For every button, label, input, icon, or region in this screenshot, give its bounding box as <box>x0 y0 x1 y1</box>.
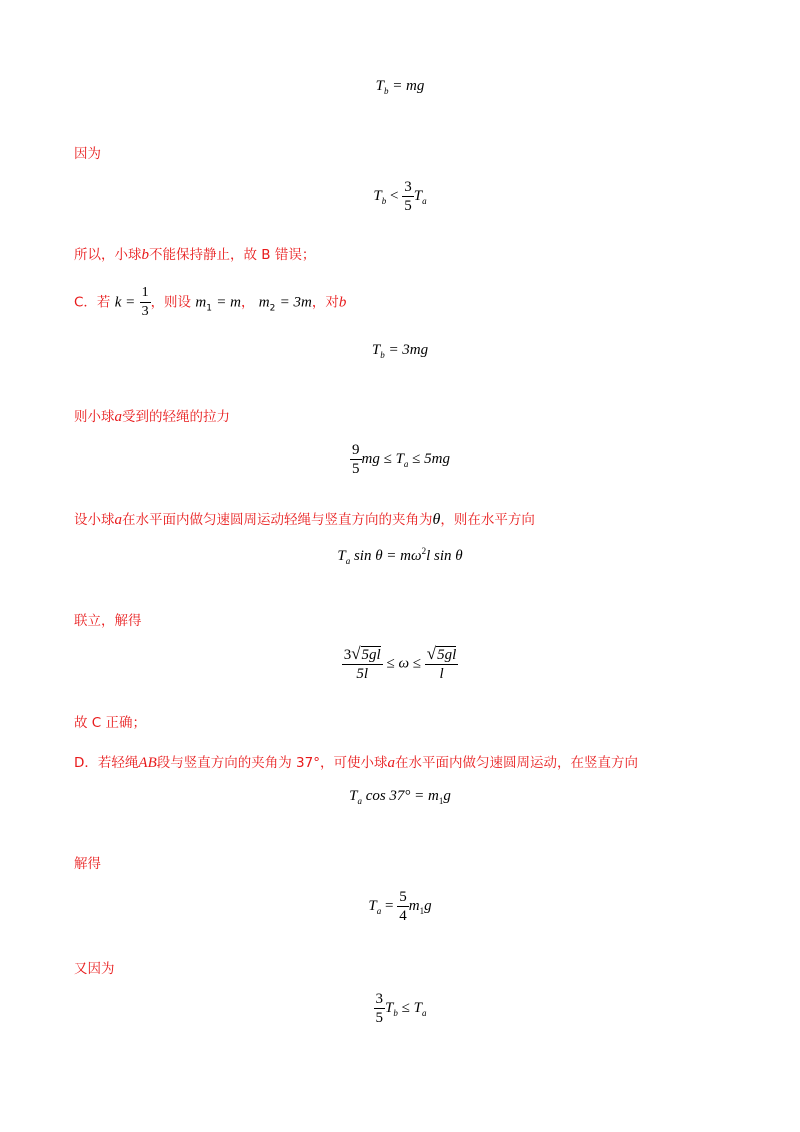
fraction-denominator: 5l <box>356 666 369 682</box>
text-option-c: C．若 k = $\frac{1}{3}$ ，则设 $m_1 = m$， $m_2 = 3m$，对b <box>74 285 347 319</box>
text-fragment: 则小球 <box>74 409 115 425</box>
equation-ta-range <box>0 441 800 478</box>
eq-operator: ≤ T <box>401 999 422 1016</box>
text-angle-setup <box>74 508 535 529</box>
eq-fraction <box>402 178 414 215</box>
text-fragment: 不能保持静止，故 B 错误； <box>149 247 316 263</box>
text-also-because: 又因为 <box>74 961 115 977</box>
eq-fraction <box>425 645 459 683</box>
eq-symbol: T <box>349 788 358 804</box>
eq-symbol: m <box>408 897 420 914</box>
eq-symbol: T <box>368 897 377 914</box>
text-variable: a <box>114 409 122 425</box>
fraction-numerator <box>425 645 459 665</box>
text-variable: θ <box>432 511 441 528</box>
option-label: D．若轻绳 <box>74 755 139 771</box>
eq-subscript: b <box>381 195 387 206</box>
eq-fraction <box>374 990 386 1027</box>
eq-subscript: a <box>421 1007 427 1018</box>
text-variable: k = <box>114 294 136 311</box>
eq-subscript: b <box>383 86 389 96</box>
text-variable: = m <box>216 294 241 311</box>
text-variable: m <box>258 294 270 311</box>
equation-omega-range <box>0 645 800 683</box>
text-variable: m <box>195 294 207 311</box>
eq-rhs: g <box>443 788 451 804</box>
text-fragment: 段与竖直方向的夹角为 37°，可使小球 <box>156 755 388 771</box>
text-fragment: 受到的轻绳的拉力 <box>122 409 230 425</box>
text-variable: b <box>141 247 149 263</box>
equation-horizontal <box>0 546 800 566</box>
eq-rhs: l sin θ <box>426 548 463 564</box>
fraction-numerator: 3 <box>404 179 412 195</box>
eq-operator: < <box>390 187 399 204</box>
eq-subscript: b <box>393 1007 398 1018</box>
text-variable: a <box>114 512 122 528</box>
eq-subscript: 1 <box>419 905 425 916</box>
text-conclusion-b <box>74 243 315 264</box>
eq-symbol: T <box>413 187 423 204</box>
text-fragment: 所以，小球 <box>74 247 142 263</box>
text-fraction <box>140 284 151 321</box>
radicand: 5gl <box>361 647 381 663</box>
text-fragment: ，对 <box>311 294 339 311</box>
equation-tb-3mg <box>0 342 800 360</box>
eq-symbol: T <box>373 187 382 204</box>
text-variable: a <box>387 755 395 771</box>
sqrt-icon: √ <box>351 644 361 663</box>
fraction-denominator: 5 <box>375 1010 384 1026</box>
fraction-denominator: 4 <box>399 908 407 924</box>
text-fragment: ，则在水平方向 <box>440 512 535 528</box>
eq-fraction <box>397 888 409 925</box>
text-because: 因为 <box>74 146 101 162</box>
eq-subscript: a <box>403 458 409 469</box>
text-c-correct: 故 C 正确； <box>74 715 147 731</box>
fraction-numerator: 1 <box>140 284 151 303</box>
fraction-denominator: 3 <box>141 304 149 319</box>
eq-rhs: ≤ 5mg <box>412 450 450 467</box>
eq-superscript: 2 <box>421 546 427 556</box>
text-variable: b <box>338 294 347 311</box>
fraction-denominator: 5 <box>352 461 360 477</box>
eq-symbol: T <box>375 78 384 94</box>
eq-subscript: a <box>345 556 351 566</box>
eq-operator: = <box>385 897 394 914</box>
option-label: C．若 <box>74 294 111 311</box>
text-option-d <box>74 751 638 772</box>
text-fragment: 在水平面内做匀速圆周运动，在竖直方向 <box>394 755 638 771</box>
eq-fraction <box>342 645 383 683</box>
eq-subscript: a <box>376 905 382 916</box>
eq-middle: cos 37° = m <box>365 788 439 804</box>
eq-subscript: a <box>357 796 362 806</box>
fraction-numerator: 9 <box>352 442 360 458</box>
text-solve: 联立，解得 <box>74 613 142 629</box>
fraction-numerator: 3 <box>375 991 384 1007</box>
fraction-numerator <box>342 645 383 665</box>
text-fragment: 设小球 <box>74 512 115 528</box>
equation-tb-lt <box>0 178 800 215</box>
eq-subscript: 1 <box>438 796 444 806</box>
eq-operator: ≤ ω ≤ <box>386 655 422 672</box>
eq-rhs: = mg <box>392 78 425 94</box>
text-fragment: ， <box>240 294 255 311</box>
radicand: 5gl <box>437 647 457 663</box>
fraction-denominator: l <box>439 666 444 682</box>
eq-middle: sin θ = mω <box>353 548 422 564</box>
eq-symbol: T <box>385 999 394 1016</box>
eq-symbol: T <box>337 548 346 564</box>
text-fragment: ，则设 <box>150 294 192 311</box>
text-solve-2: 解得 <box>74 856 101 872</box>
text-tension-a <box>74 405 230 426</box>
text-fragment: 在水平面内做匀速圆周运动轻绳与竖直方向的夹角为 <box>122 512 433 528</box>
eq-rhs: = 3mg <box>388 342 429 358</box>
eq-symbol: T <box>371 342 381 358</box>
eq-middle: mg ≤ T <box>361 450 404 467</box>
equation-vertical <box>0 788 800 806</box>
equation-final <box>0 990 800 1027</box>
text-variable: = 3m <box>279 294 312 311</box>
equation-ta-value <box>0 888 800 925</box>
eq-rhs: g <box>424 897 432 914</box>
fraction-numerator: 5 <box>399 889 407 905</box>
equation-tb-mg <box>0 78 800 96</box>
coefficient: 3 <box>343 647 352 663</box>
eq-subscript: b <box>380 350 385 360</box>
eq-fraction <box>350 441 362 478</box>
text-variable: AB <box>138 755 157 771</box>
fraction-denominator: 5 <box>404 198 412 214</box>
eq-subscript: a <box>422 195 427 206</box>
sqrt-icon: √ <box>426 644 437 663</box>
